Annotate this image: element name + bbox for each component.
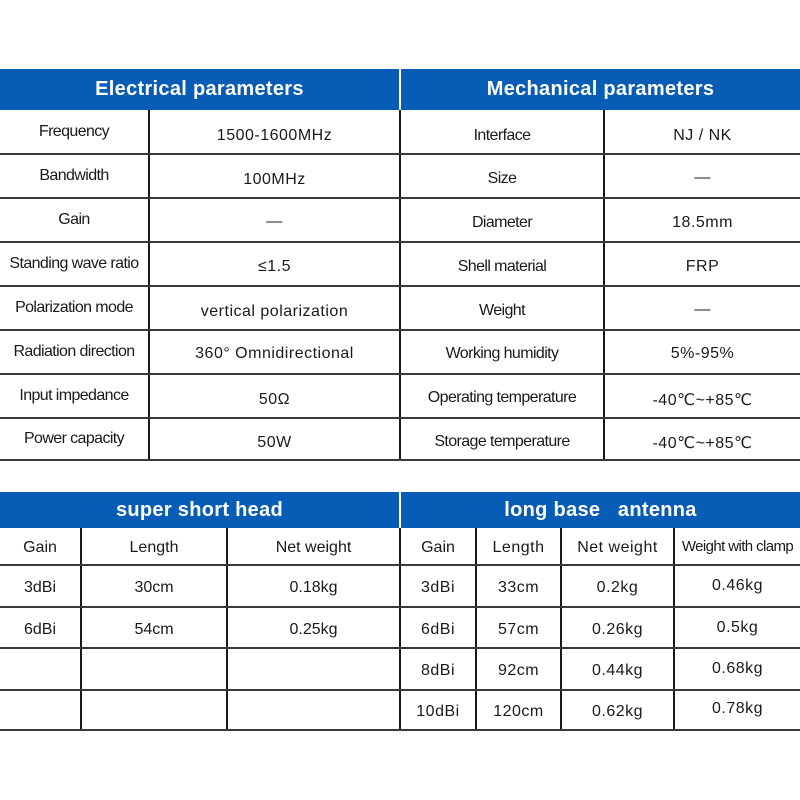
net-weight-cell: 0.62kg: [591, 703, 644, 720]
length-cell: 92cm: [497, 662, 540, 679]
length-cell: 33cm: [497, 579, 540, 596]
mechanical-label: Working humidity: [445, 345, 559, 362]
electrical-parameters-header: [0, 69, 399, 110]
net-weight-cell: 0.18kg: [289, 579, 338, 596]
length-cell: 57cm: [497, 621, 540, 638]
mechanical-label: Storage temperature: [434, 432, 570, 450]
mechanical-value: NJ / NK: [673, 126, 732, 144]
gain-cell: 3dBi: [23, 579, 57, 596]
gain-cell: 8dBi: [420, 662, 456, 679]
divider: [0, 729, 800, 731]
electrical-label: Frequency: [38, 122, 110, 140]
mechanical-parameters-header: [401, 69, 800, 110]
electrical-value: —: [266, 213, 283, 230]
gain-cell: [0, 691, 80, 729]
mechanical-label: Operating temperature: [427, 389, 577, 406]
column-header-length: Length: [492, 539, 545, 556]
electrical-label: Radiation direction: [13, 343, 135, 360]
electrical-label: Gain: [58, 211, 90, 228]
electrical-value: 50W: [257, 433, 292, 451]
column-header-net-weight: Net weight: [275, 539, 352, 556]
column-header-length: Length: [129, 539, 179, 556]
electrical-label: Standing wave ratio: [9, 255, 139, 272]
gain-cell: 6dBi: [23, 621, 57, 638]
net-weight-cell: [228, 691, 399, 729]
electrical-label: Input impedance: [19, 387, 129, 404]
column-header-gain: Gain: [421, 539, 455, 556]
net-weight-cell: 0.25kg: [289, 621, 338, 638]
length-cell: 30cm: [134, 579, 174, 596]
electrical-value: 360° Omnidirectional: [195, 345, 354, 362]
mechanical-label: Weight: [479, 302, 525, 319]
mechanical-value: -40℃~+85℃: [652, 392, 753, 409]
column-header-gain: Gain: [23, 539, 57, 556]
length-cell: 54cm: [134, 621, 174, 638]
long-base-antenna-title: long base antenna: [504, 498, 697, 521]
mechanical-value: —: [694, 169, 711, 186]
electrical-value: 1500-1600MHz: [216, 126, 333, 144]
electrical-parameters-title: Electrical parameters: [95, 78, 304, 100]
mechanical-value: FRP: [685, 258, 720, 275]
long-base-antenna-header: [401, 492, 800, 528]
electrical-value: vertical polarization: [200, 303, 349, 320]
weight-with-clamp-cell: 0.46kg: [711, 577, 764, 594]
net-weight-cell: [228, 649, 399, 689]
mechanical-value: 18.5mm: [672, 214, 733, 231]
net-weight-cell: 0.44kg: [591, 662, 644, 679]
mechanical-label: Diameter: [471, 214, 533, 231]
mechanical-label: Interface: [473, 126, 531, 144]
mechanical-value: 5%-95%: [670, 345, 735, 362]
mechanical-label: Size: [487, 170, 517, 187]
mechanical-parameters-title: Mechanical parameters: [486, 78, 715, 100]
electrical-value: 50Ω: [258, 391, 291, 408]
weight-with-clamp-cell: 0.68kg: [711, 660, 764, 677]
gain-cell: 3dBi: [420, 579, 456, 596]
net-weight-cell: 0.26kg: [591, 621, 644, 638]
gain-cell: 6dBi: [420, 621, 456, 638]
mechanical-label: Shell material: [457, 258, 547, 275]
net-weight-cell: 0.2kg: [596, 579, 639, 596]
length-cell: [82, 691, 226, 729]
column-header-weight-with-clamp: Weight with clamp: [681, 537, 794, 555]
mechanical-value: -40℃~+85℃: [652, 434, 753, 452]
super-short-head-header: [0, 492, 399, 528]
electrical-label: Power capacity: [23, 429, 125, 447]
weight-with-clamp-cell: 0.5kg: [716, 619, 759, 636]
electrical-label: Polarization mode: [15, 299, 133, 316]
electrical-value: ≤1.5: [257, 258, 292, 275]
gain-cell: 10dBi: [416, 703, 460, 720]
weight-with-clamp-cell: 0.78kg: [711, 700, 764, 717]
super-short-head-title: super short head: [115, 498, 284, 521]
length-cell: 120cm: [493, 703, 544, 720]
gain-cell: [0, 649, 80, 689]
electrical-value: 100MHz: [243, 171, 306, 188]
length-cell: [82, 649, 226, 689]
mechanical-value: —: [694, 301, 711, 318]
electrical-label: Bandwidth: [39, 167, 109, 184]
column-header-net-weight: Net weight: [577, 539, 658, 556]
